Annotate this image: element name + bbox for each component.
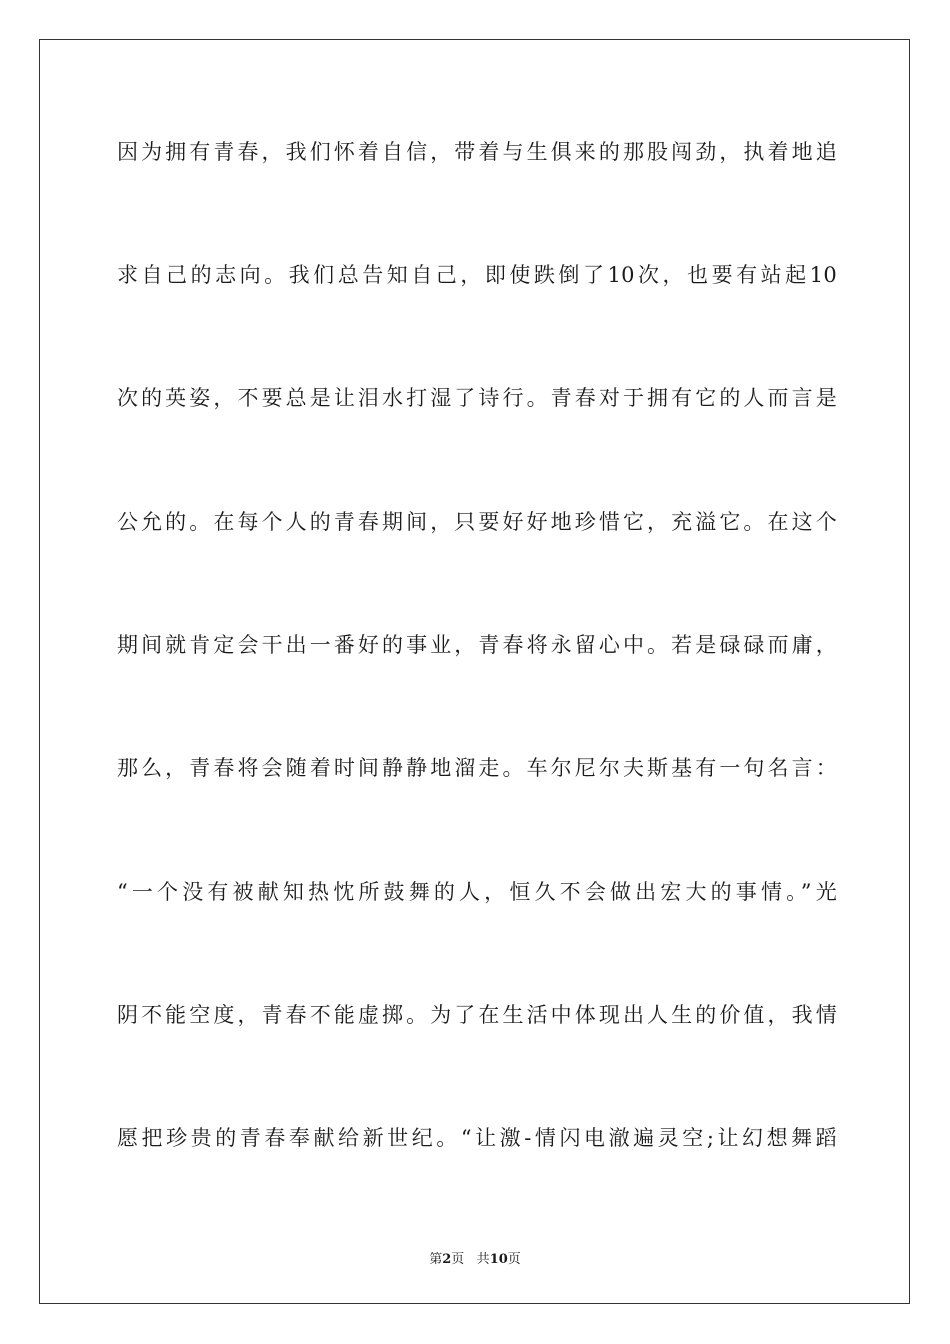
footer-page-number: 2 <box>442 1252 452 1267</box>
body-line-1: 因为拥有青春，我们怀着自信，带着与生俱来的那股闯劲，执着地追 <box>117 140 837 164</box>
body-line-9: 愿把珍贵的青春奉献给新世纪。“让激-情闪电澈遍灵空;让幻想舞蹈 <box>117 1126 837 1150</box>
footer-total-prefix: 共 <box>476 1252 490 1267</box>
body-line-5: 期间就肯定会干出一番好的事业，青春将永留心中。若是碌碌而庸， <box>117 633 837 657</box>
page-footer <box>0 1248 950 1267</box>
footer-total-suffix: 页 <box>507 1252 521 1267</box>
body-line-6: 那么，青春将会随着时间静静地溜走。车尔尼尔夫斯基有一句名言： <box>117 756 837 780</box>
footer-total-pages: 10 <box>489 1252 508 1267</box>
body-line-7: “一个没有被献知热忱所鼓舞的人，恒久不会做出宏大的事情。”光 <box>117 880 837 904</box>
footer-page-suffix: 页 <box>451 1252 465 1267</box>
body-line-8: 阴不能空度，青春不能虚掷。为了在生活中体现出人生的价值，我情 <box>117 1003 837 1027</box>
body-line-2: 求自己的志向。我们总告知自己，即使跌倒了10次，也要有站起10 <box>117 263 837 287</box>
body-line-4: 公允的。在每个人的青春期间，只要好好地珍惜它，充溢它。在这个 <box>117 510 837 534</box>
body-line-3: 次的英姿，不要总是让泪水打湿了诗行。青春对于拥有它的人而言是 <box>117 386 837 410</box>
footer-prefix: 第 <box>429 1252 443 1267</box>
page-border <box>39 39 910 1304</box>
